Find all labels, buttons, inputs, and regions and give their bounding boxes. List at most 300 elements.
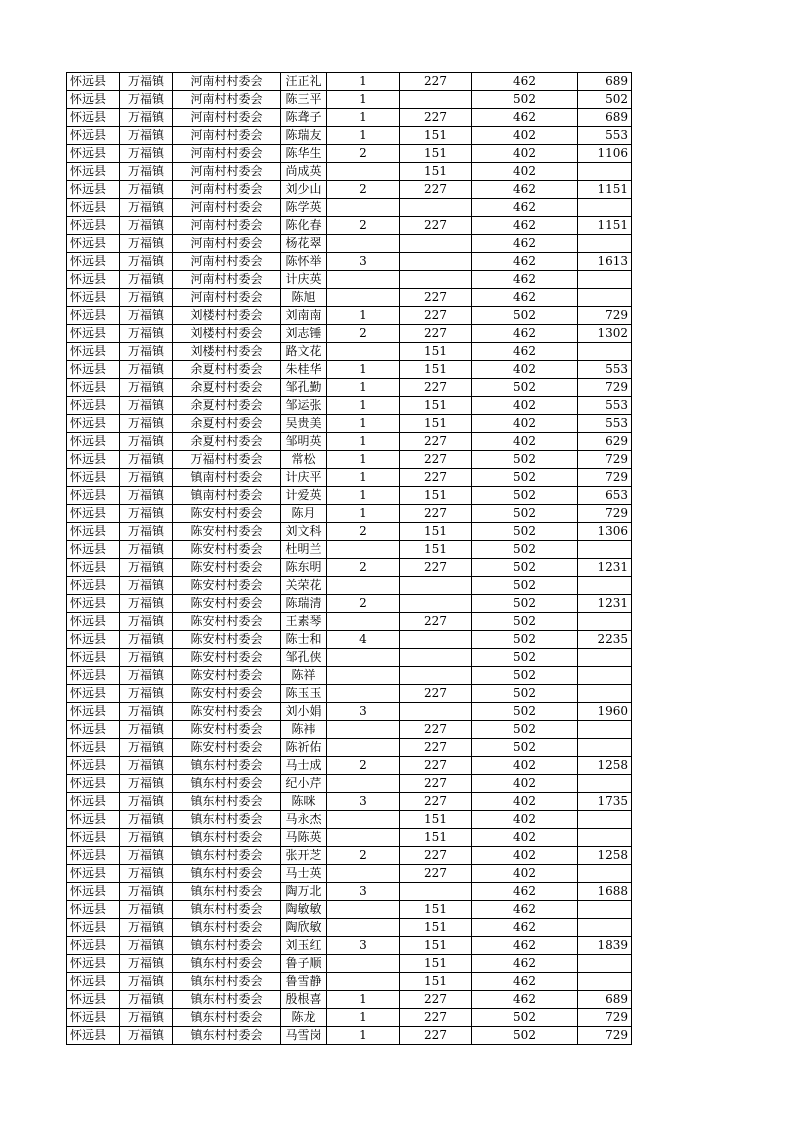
town-cell: 万福镇	[120, 523, 173, 541]
county-cell: 怀远县	[67, 109, 120, 127]
village-cell: 陈安村村委会	[173, 667, 281, 685]
value-b-cell: 402	[472, 397, 578, 415]
value-b-cell: 462	[472, 343, 578, 361]
name-cell: 陈东明	[281, 559, 327, 577]
count-cell: 1	[327, 73, 400, 91]
count-cell: 1	[327, 109, 400, 127]
name-cell: 关荣花	[281, 577, 327, 595]
value-a-cell	[400, 199, 472, 217]
town-cell: 万福镇	[120, 955, 173, 973]
table-row	[67, 433, 632, 451]
total-cell: 729	[578, 379, 632, 397]
table-row	[67, 847, 632, 865]
total-cell: 729	[578, 1009, 632, 1027]
town-cell: 万福镇	[120, 937, 173, 955]
total-cell	[578, 919, 632, 937]
town-cell: 万福镇	[120, 181, 173, 199]
value-b-cell: 502	[472, 487, 578, 505]
county-cell: 怀远县	[67, 1009, 120, 1027]
county-cell: 怀远县	[67, 991, 120, 1009]
county-cell: 怀远县	[67, 163, 120, 181]
village-cell: 镇东村村委会	[173, 955, 281, 973]
name-cell: 汪正礼	[281, 73, 327, 91]
county-cell: 怀远县	[67, 613, 120, 631]
town-cell: 万福镇	[120, 991, 173, 1009]
name-cell: 朱桂华	[281, 361, 327, 379]
value-a-cell: 227	[400, 433, 472, 451]
total-cell	[578, 577, 632, 595]
value-a-cell: 151	[400, 811, 472, 829]
village-cell: 镇东村村委会	[173, 919, 281, 937]
town-cell: 万福镇	[120, 505, 173, 523]
name-cell: 刘小娟	[281, 703, 327, 721]
table-row	[67, 919, 632, 937]
value-b-cell: 502	[472, 541, 578, 559]
count-cell: 3	[327, 703, 400, 721]
value-a-cell: 151	[400, 487, 472, 505]
count-cell: 2	[327, 145, 400, 163]
county-cell: 怀远县	[67, 127, 120, 145]
village-cell: 陈安村村委会	[173, 523, 281, 541]
town-cell: 万福镇	[120, 649, 173, 667]
value-b-cell: 402	[472, 433, 578, 451]
county-cell: 怀远县	[67, 487, 120, 505]
table-row	[67, 757, 632, 775]
value-b-cell: 502	[472, 631, 578, 649]
count-cell	[327, 613, 400, 631]
village-cell: 河南村村委会	[173, 253, 281, 271]
county-cell: 怀远县	[67, 685, 120, 703]
village-cell: 河南村村委会	[173, 163, 281, 181]
value-b-cell: 462	[472, 901, 578, 919]
value-a-cell: 151	[400, 127, 472, 145]
value-a-cell	[400, 631, 472, 649]
total-cell	[578, 775, 632, 793]
table-row	[67, 487, 632, 505]
count-cell: 2	[327, 559, 400, 577]
county-cell: 怀远县	[67, 397, 120, 415]
county-cell: 怀远县	[67, 217, 120, 235]
value-b-cell: 502	[472, 595, 578, 613]
village-cell: 镇东村村委会	[173, 793, 281, 811]
town-cell: 万福镇	[120, 577, 173, 595]
village-cell: 镇东村村委会	[173, 811, 281, 829]
town-cell: 万福镇	[120, 811, 173, 829]
table-row	[67, 703, 632, 721]
value-a-cell	[400, 91, 472, 109]
town-cell: 万福镇	[120, 415, 173, 433]
village-cell: 河南村村委会	[173, 235, 281, 253]
name-cell: 王素琴	[281, 613, 327, 631]
name-cell: 邹孔侠	[281, 649, 327, 667]
total-cell	[578, 613, 632, 631]
value-a-cell: 151	[400, 901, 472, 919]
total-cell	[578, 289, 632, 307]
town-cell: 万福镇	[120, 361, 173, 379]
county-cell: 怀远县	[67, 469, 120, 487]
village-cell: 镇东村村委会	[173, 757, 281, 775]
village-cell: 陈安村村委会	[173, 613, 281, 631]
value-a-cell: 227	[400, 1009, 472, 1027]
name-cell: 陈月	[281, 505, 327, 523]
village-cell: 河南村村委会	[173, 181, 281, 199]
village-cell: 河南村村委会	[173, 109, 281, 127]
count-cell	[327, 235, 400, 253]
table-row	[67, 613, 632, 631]
table-row	[67, 955, 632, 973]
table-row	[67, 865, 632, 883]
count-cell: 2	[327, 595, 400, 613]
name-cell: 邹运张	[281, 397, 327, 415]
village-cell: 镇东村村委会	[173, 775, 281, 793]
county-cell: 怀远县	[67, 937, 120, 955]
value-a-cell: 151	[400, 415, 472, 433]
value-b-cell: 462	[472, 109, 578, 127]
village-cell: 陈安村村委会	[173, 685, 281, 703]
name-cell: 计爱英	[281, 487, 327, 505]
value-b-cell: 502	[472, 703, 578, 721]
county-cell: 怀远县	[67, 523, 120, 541]
count-cell: 1	[327, 415, 400, 433]
table-row	[67, 541, 632, 559]
value-b-cell: 402	[472, 757, 578, 775]
county-cell: 怀远县	[67, 343, 120, 361]
table-row	[67, 649, 632, 667]
village-cell: 刘楼村村委会	[173, 325, 281, 343]
table-row	[67, 1009, 632, 1027]
value-a-cell: 227	[400, 793, 472, 811]
value-b-cell: 402	[472, 145, 578, 163]
name-cell: 陈学英	[281, 199, 327, 217]
table-row	[67, 559, 632, 577]
name-cell: 陈旭	[281, 289, 327, 307]
total-cell: 502	[578, 91, 632, 109]
county-cell: 怀远县	[67, 91, 120, 109]
total-cell: 553	[578, 361, 632, 379]
name-cell: 刘志锤	[281, 325, 327, 343]
total-cell: 1302	[578, 325, 632, 343]
value-a-cell: 227	[400, 181, 472, 199]
name-cell: 纪小芹	[281, 775, 327, 793]
count-cell	[327, 955, 400, 973]
name-cell: 陈士和	[281, 631, 327, 649]
value-b-cell: 502	[472, 559, 578, 577]
total-cell	[578, 271, 632, 289]
village-cell: 镇东村村委会	[173, 991, 281, 1009]
name-cell: 马士成	[281, 757, 327, 775]
name-cell: 鲁雪静	[281, 973, 327, 991]
table-row	[67, 451, 632, 469]
village-cell: 万福村村委会	[173, 451, 281, 469]
count-cell: 1	[327, 127, 400, 145]
table-row	[67, 883, 632, 901]
count-cell: 3	[327, 883, 400, 901]
village-cell: 镇东村村委会	[173, 829, 281, 847]
value-b-cell: 462	[472, 955, 578, 973]
value-b-cell: 502	[472, 613, 578, 631]
value-b-cell: 462	[472, 325, 578, 343]
value-a-cell: 151	[400, 361, 472, 379]
name-cell: 陈瑞清	[281, 595, 327, 613]
table-row	[67, 145, 632, 163]
name-cell: 马雪岗	[281, 1027, 327, 1045]
county-cell: 怀远县	[67, 361, 120, 379]
town-cell: 万福镇	[120, 73, 173, 91]
value-a-cell: 227	[400, 991, 472, 1009]
county-cell: 怀远县	[67, 847, 120, 865]
table-row	[67, 667, 632, 685]
village-cell: 刘楼村村委会	[173, 307, 281, 325]
county-cell: 怀远县	[67, 559, 120, 577]
name-cell: 路文花	[281, 343, 327, 361]
value-a-cell: 151	[400, 343, 472, 361]
total-cell: 1258	[578, 757, 632, 775]
value-a-cell	[400, 271, 472, 289]
county-cell: 怀远县	[67, 379, 120, 397]
village-cell: 陈安村村委会	[173, 541, 281, 559]
village-cell: 陈安村村委会	[173, 703, 281, 721]
town-cell: 万福镇	[120, 847, 173, 865]
table-row	[67, 973, 632, 991]
county-cell: 怀远县	[67, 325, 120, 343]
value-a-cell: 151	[400, 523, 472, 541]
value-a-cell: 227	[400, 775, 472, 793]
value-a-cell	[400, 595, 472, 613]
count-cell: 1	[327, 1027, 400, 1045]
total-cell: 1258	[578, 847, 632, 865]
total-cell: 689	[578, 73, 632, 91]
county-cell: 怀远县	[67, 595, 120, 613]
value-a-cell: 227	[400, 109, 472, 127]
village-cell: 河南村村委会	[173, 199, 281, 217]
table-body	[67, 73, 632, 1045]
count-cell: 2	[327, 757, 400, 775]
village-cell: 刘楼村村委会	[173, 343, 281, 361]
county-cell: 怀远县	[67, 793, 120, 811]
value-b-cell: 462	[472, 199, 578, 217]
value-b-cell: 402	[472, 361, 578, 379]
table-row	[67, 577, 632, 595]
value-b-cell: 462	[472, 181, 578, 199]
table-row	[67, 595, 632, 613]
town-cell: 万福镇	[120, 703, 173, 721]
town-cell: 万福镇	[120, 613, 173, 631]
table-row	[67, 307, 632, 325]
total-cell: 553	[578, 397, 632, 415]
value-a-cell: 227	[400, 865, 472, 883]
town-cell: 万福镇	[120, 973, 173, 991]
count-cell	[327, 577, 400, 595]
count-cell: 1	[327, 451, 400, 469]
count-cell	[327, 919, 400, 937]
name-cell: 陶万北	[281, 883, 327, 901]
total-cell: 1735	[578, 793, 632, 811]
table-row	[67, 505, 632, 523]
town-cell: 万福镇	[120, 541, 173, 559]
value-b-cell: 402	[472, 865, 578, 883]
count-cell: 1	[327, 469, 400, 487]
value-a-cell: 151	[400, 955, 472, 973]
value-a-cell: 151	[400, 541, 472, 559]
town-cell: 万福镇	[120, 721, 173, 739]
value-b-cell: 402	[472, 829, 578, 847]
county-cell: 怀远县	[67, 451, 120, 469]
total-cell: 1106	[578, 145, 632, 163]
value-b-cell: 502	[472, 307, 578, 325]
value-b-cell: 502	[472, 667, 578, 685]
name-cell: 邹孔勤	[281, 379, 327, 397]
county-cell: 怀远县	[67, 235, 120, 253]
count-cell	[327, 685, 400, 703]
name-cell: 尚成英	[281, 163, 327, 181]
name-cell: 陈袆	[281, 721, 327, 739]
total-cell: 689	[578, 109, 632, 127]
value-a-cell	[400, 235, 472, 253]
count-cell: 1	[327, 991, 400, 1009]
total-cell: 629	[578, 433, 632, 451]
village-cell: 陈安村村委会	[173, 577, 281, 595]
total-cell	[578, 649, 632, 667]
total-cell: 729	[578, 307, 632, 325]
table-row	[67, 775, 632, 793]
total-cell: 1306	[578, 523, 632, 541]
value-b-cell: 502	[472, 451, 578, 469]
town-cell: 万福镇	[120, 343, 173, 361]
value-a-cell: 151	[400, 937, 472, 955]
table-row	[67, 991, 632, 1009]
table-row	[67, 397, 632, 415]
count-cell: 1	[327, 379, 400, 397]
town-cell: 万福镇	[120, 631, 173, 649]
county-cell: 怀远县	[67, 73, 120, 91]
county-cell: 怀远县	[67, 955, 120, 973]
count-cell: 4	[327, 631, 400, 649]
town-cell: 万福镇	[120, 685, 173, 703]
count-cell: 1	[327, 487, 400, 505]
table-row	[67, 523, 632, 541]
count-cell	[327, 199, 400, 217]
count-cell	[327, 865, 400, 883]
village-cell: 镇南村村委会	[173, 487, 281, 505]
village-cell: 镇东村村委会	[173, 883, 281, 901]
total-cell: 1151	[578, 217, 632, 235]
count-cell: 2	[327, 217, 400, 235]
table-row	[67, 1027, 632, 1045]
total-cell	[578, 901, 632, 919]
table-row	[67, 937, 632, 955]
value-a-cell	[400, 649, 472, 667]
value-a-cell: 227	[400, 847, 472, 865]
town-cell: 万福镇	[120, 901, 173, 919]
village-cell: 河南村村委会	[173, 127, 281, 145]
table-row	[67, 901, 632, 919]
value-b-cell: 462	[472, 937, 578, 955]
county-cell: 怀远县	[67, 181, 120, 199]
value-a-cell: 227	[400, 559, 472, 577]
value-a-cell: 227	[400, 469, 472, 487]
value-a-cell: 227	[400, 1027, 472, 1045]
value-b-cell: 402	[472, 415, 578, 433]
total-cell	[578, 829, 632, 847]
total-cell	[578, 685, 632, 703]
total-cell: 1151	[578, 181, 632, 199]
total-cell: 553	[578, 127, 632, 145]
count-cell: 3	[327, 793, 400, 811]
value-a-cell: 227	[400, 505, 472, 523]
total-cell: 729	[578, 505, 632, 523]
value-a-cell	[400, 883, 472, 901]
name-cell: 刘玉红	[281, 937, 327, 955]
total-cell	[578, 235, 632, 253]
name-cell: 马陈英	[281, 829, 327, 847]
total-cell	[578, 343, 632, 361]
count-cell: 1	[327, 1009, 400, 1027]
count-cell: 1	[327, 397, 400, 415]
value-a-cell: 227	[400, 721, 472, 739]
village-cell: 镇东村村委会	[173, 937, 281, 955]
value-a-cell: 227	[400, 307, 472, 325]
name-cell: 陈咪	[281, 793, 327, 811]
count-cell	[327, 829, 400, 847]
value-b-cell: 502	[472, 739, 578, 757]
table-row	[67, 235, 632, 253]
value-b-cell: 462	[472, 253, 578, 271]
town-cell: 万福镇	[120, 883, 173, 901]
town-cell: 万福镇	[120, 145, 173, 163]
value-b-cell: 462	[472, 991, 578, 1009]
total-cell: 653	[578, 487, 632, 505]
county-cell: 怀远县	[67, 901, 120, 919]
town-cell: 万福镇	[120, 271, 173, 289]
total-cell: 1688	[578, 883, 632, 901]
town-cell: 万福镇	[120, 433, 173, 451]
name-cell: 陈化春	[281, 217, 327, 235]
town-cell: 万福镇	[120, 307, 173, 325]
count-cell: 3	[327, 253, 400, 271]
town-cell: 万福镇	[120, 1009, 173, 1027]
town-cell: 万福镇	[120, 199, 173, 217]
table-row	[67, 361, 632, 379]
value-a-cell: 151	[400, 163, 472, 181]
value-b-cell: 502	[472, 1027, 578, 1045]
total-cell	[578, 955, 632, 973]
town-cell: 万福镇	[120, 739, 173, 757]
table-row	[67, 91, 632, 109]
value-a-cell: 227	[400, 685, 472, 703]
total-cell	[578, 199, 632, 217]
value-a-cell	[400, 253, 472, 271]
count-cell	[327, 271, 400, 289]
town-cell: 万福镇	[120, 775, 173, 793]
county-cell: 怀远县	[67, 757, 120, 775]
table-row	[67, 199, 632, 217]
name-cell: 计庆平	[281, 469, 327, 487]
count-cell	[327, 649, 400, 667]
village-cell: 镇南村村委会	[173, 469, 281, 487]
table-row	[67, 685, 632, 703]
value-a-cell: 227	[400, 757, 472, 775]
town-cell: 万福镇	[120, 865, 173, 883]
count-cell: 1	[327, 433, 400, 451]
total-cell	[578, 739, 632, 757]
value-b-cell: 462	[472, 973, 578, 991]
count-cell: 1	[327, 307, 400, 325]
value-b-cell: 502	[472, 523, 578, 541]
name-cell: 杨花翠	[281, 235, 327, 253]
count-cell: 3	[327, 937, 400, 955]
table-row	[67, 721, 632, 739]
table-row	[67, 829, 632, 847]
